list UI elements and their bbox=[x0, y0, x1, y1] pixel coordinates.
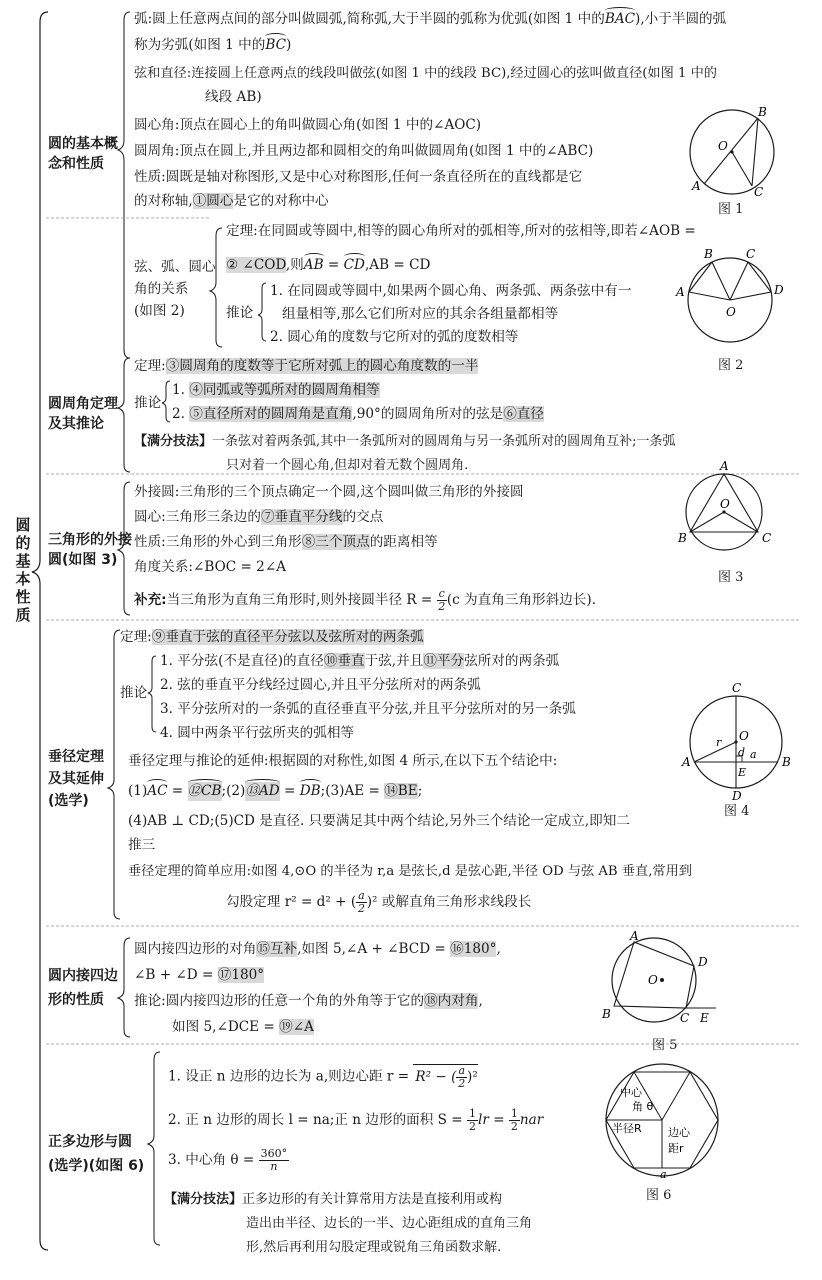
relation-corollary-1b: 组量相等,那么它们所对应的其余各组量都相等 bbox=[282, 306, 559, 322]
polygon-tip-3: 形,然后再利用勾股定理或锐角三角函数求解. bbox=[246, 1240, 502, 1255]
svg-text:C: C bbox=[732, 681, 742, 695]
svg-text:a: a bbox=[660, 1168, 667, 1181]
section-label-cyclic-quad: 圆内接四边 形的性质 bbox=[48, 968, 118, 1008]
circumcircle-property: 性质:三角形的外心到三角形⑧三个顶点的距离相等 bbox=[134, 534, 438, 550]
perp-extension: 垂径定理与推论的延伸:根据圆的对称性,如图 4 所示,在以下五个结论中: bbox=[128, 753, 558, 769]
svg-text:a: a bbox=[750, 748, 757, 761]
svg-text:O: O bbox=[726, 305, 736, 319]
figure-5-caption: 图 5 bbox=[652, 1038, 678, 1053]
perp-corollary-label: 推论 bbox=[120, 685, 148, 701]
svg-text:C: C bbox=[746, 247, 756, 261]
circumcircle-supplement: 补充:当三角形为直角三角形时,则外接圆半径 R = $\frac{c}{2}$ (c 为直角三角形斜边长). bbox=[134, 587, 597, 613]
svg-text:D: D bbox=[698, 955, 708, 969]
figure-1 bbox=[680, 100, 790, 210]
svg-text:E: E bbox=[738, 766, 747, 779]
perp-application: 垂径定理的简单应用:如图 4,⊙O 的半径为 r,a 是弦长,d 是弦心距,半径 OD 与弦 AB 垂直,常用到 bbox=[128, 864, 692, 879]
svg-text:B: B bbox=[678, 531, 687, 545]
cyclic-quad-corollary: 推论:圆内接四边形的任意一个角的外角等于它的⑱内对角, bbox=[134, 993, 483, 1009]
relation-corollary-2: 2. 圆心角的度数与它所对的弧的度数相等 bbox=[270, 329, 519, 345]
figure-4-caption: 图 4 bbox=[724, 804, 750, 819]
svg-text:C: C bbox=[680, 1011, 690, 1025]
main-title-char: 本 bbox=[15, 570, 31, 588]
polygon-central-angle: 3. 中心角 θ = $\frac{360^\circ}{n}$ bbox=[168, 1147, 288, 1173]
circumcenter-text: 圆心:三角形三条边的⑦垂直平分线的交点 bbox=[134, 509, 384, 525]
polygon-tip-2: 造出由半径、边长的一半、边心距组成的直角三角 bbox=[246, 1216, 533, 1231]
section-label-basic-concepts: 圆的基本概 念和性质 bbox=[48, 136, 118, 172]
cyclic-quad-corollary-2: 如图 5,∠DCE = ⑲∠A bbox=[172, 1019, 314, 1035]
inscribed-tip: 【满分技法】一条弦对着两条弧,其中一条弧所对的圆周角与另一条弧所对的圆周角互补;一条弧 bbox=[134, 434, 676, 449]
chord-diameter-text: 弦和直径:连接圆上任意两点的线段叫做弦(如图 1 中的线段 BC),经过圆心的弦叫做直径(如图 1 中的 bbox=[134, 66, 717, 81]
central-angle-text: 圆心角:顶点在圆心上的角叫做圆心角(如图 1 中的∠AOC) bbox=[134, 117, 482, 133]
main-title-char: 质 bbox=[15, 606, 31, 624]
svg-text:半径R: 半径R bbox=[612, 1122, 642, 1135]
polygon-perimeter-area: 2. 正 n 边形的周长 l = na;正 n 边形的面积 S = $\frac{1}{2}$ lr = $\frac{1}{2}$ nar bbox=[168, 1107, 544, 1133]
relation-label: 弦、弧、圆心 角的关系 (如图 2) bbox=[134, 259, 216, 319]
symmetry-text-2: 的对称轴,①圆心是它的对称中心 bbox=[134, 193, 329, 209]
svg-text:r: r bbox=[716, 736, 722, 749]
svg-text:B: B bbox=[782, 755, 791, 769]
circumcircle-angle: 角度关系:∠BOC = 2∠A bbox=[134, 559, 287, 575]
perp-corollary-4: 4. 圆中两条平行弦所夹的弧相等 bbox=[160, 725, 355, 741]
circumcircle-def: 外接圆:三角形的三个顶点确定一个圆,这个圆叫做三角形的外接圆 bbox=[134, 484, 524, 500]
perp-application-2: 勾股定理 r² = d² + ( $\frac{a}{2}$ )² 或解直角三角形求线段长 bbox=[226, 889, 532, 915]
fig1-label-A: A bbox=[692, 179, 701, 193]
svg-text:距r: 距r bbox=[668, 1142, 684, 1155]
section-label-regular-polygon: 正多边形与圆 (选学)(如图 6) bbox=[48, 1134, 145, 1174]
svg-text:D: D bbox=[732, 789, 742, 803]
inscribed-theorem: 定理:③圆周角的度数等于它所对弧上的圆心角度数的一半 bbox=[134, 358, 479, 374]
figure-5 bbox=[604, 930, 734, 1030]
minor-arc-text: 称为劣弧(如图 1 中的BC) bbox=[134, 37, 292, 53]
relation-corollary-label: 推论 bbox=[226, 305, 254, 321]
inscribed-corollary-1: 1. ④同弧或等弧所对的圆周角相等 bbox=[172, 382, 380, 398]
figure-3 bbox=[680, 458, 790, 558]
inscribed-corollary-2: 2. ⑤直径所对的圆周角是直角,90°的圆周角所对的弦是⑥直径 bbox=[172, 406, 544, 422]
perp-conclusions-1: (1)AC = ⑫CB;(2)⑬AD = DB;(3)AE = ⑭BE; bbox=[128, 783, 423, 799]
svg-text:O: O bbox=[720, 497, 730, 511]
svg-text:角 θ: 角 θ bbox=[632, 1100, 654, 1113]
fig1-label-O: O bbox=[718, 139, 728, 153]
relation-corollary-1: 1. 在同圆或等圆中,如果两个圆心角、两条弧、两条弦中有一 bbox=[270, 283, 632, 299]
figure-6 bbox=[602, 1060, 722, 1180]
figure-2-caption: 图 2 bbox=[718, 358, 744, 373]
perp-conclusions-2: (4)AB ⊥ CD;(5)CD 是直径. 只要满足其中两个结论,另外三个结论一定成立,即知二 bbox=[128, 813, 630, 829]
polygon-apothem: 1. 设正 n 边形的边长为 a,则边心距 r = R² − ( $\frac{a}{2}$ )² bbox=[168, 1064, 478, 1090]
svg-text:A: A bbox=[676, 285, 685, 299]
relation-theorem-2: ② ∠COD,则AB = CD,AB = CD bbox=[226, 257, 431, 273]
main-title-char: 的 bbox=[15, 534, 31, 552]
perp-theorem: 定理:⑨垂直于弦的直径平分弦以及弦所对的两条弧 bbox=[120, 629, 424, 645]
cyclic-quad-1: 圆内接四边形的对角⑮互补,如图 5,∠A + ∠BCD = ⑯180°, bbox=[134, 941, 501, 957]
svg-text:d: d bbox=[738, 746, 746, 759]
svg-text:D: D bbox=[774, 283, 784, 297]
svg-text:A: A bbox=[720, 459, 729, 473]
inscribed-corollary-label: 推论 bbox=[134, 395, 162, 411]
symmetry-text: 性质:圆既是轴对称图形,又是中心对称图形,任何一条直径所在的直线都是它 bbox=[134, 169, 583, 185]
perp-conclusions-3: 推三 bbox=[128, 837, 156, 853]
fig1-label-C: C bbox=[754, 185, 764, 199]
figure-1-caption: 图 1 bbox=[718, 202, 744, 217]
svg-text:B: B bbox=[704, 247, 713, 261]
svg-text:B: B bbox=[602, 1007, 611, 1021]
chord-diameter-text-2: 线段 AB) bbox=[205, 89, 262, 105]
fig1-label-B: B bbox=[758, 105, 767, 119]
svg-text:C: C bbox=[762, 531, 772, 545]
perp-corollary-3: 3. 平分弦所对的一条弧的直径垂直平分弦,并且平分弦所对的另一条弧 bbox=[160, 701, 576, 717]
svg-text:E: E bbox=[700, 1011, 709, 1025]
svg-text:O: O bbox=[648, 973, 658, 987]
inscribed-tip-2: 只对着一个圆心角,但却对着无数个圆周角. bbox=[226, 458, 469, 473]
cyclic-quad-2: ∠B + ∠D = ⑰180° bbox=[134, 967, 265, 983]
arc-definition: 弧:圆上任意两点间的部分叫做圆弧,简称弧,大于半圆的弧称为优弧(如图 1 中的BAC),小于半圆的弧 bbox=[134, 11, 727, 27]
main-title-char: 圆 bbox=[15, 516, 31, 534]
main-title-char: 性 bbox=[15, 588, 31, 606]
svg-text:A: A bbox=[682, 755, 691, 769]
main-title bbox=[14, 516, 32, 624]
figure-2 bbox=[672, 247, 792, 350]
perp-corollary-2: 2. 弦的垂直平分线经过圆心,并且平分弦所对的两条弧 bbox=[160, 677, 481, 693]
inscribed-angle-text: 圆周角:顶点在圆上,并且两边都和圆相交的角叫做圆周角(如图 1 中的∠ABC) bbox=[134, 143, 594, 159]
perp-corollary-1: 1. 平分弦(不是直径)的直径⑩垂直于弦,并且⑪平分弦所对的两条弧 bbox=[160, 653, 560, 669]
svg-text:边心: 边心 bbox=[668, 1126, 690, 1139]
polygon-tip: 【满分技法】正多边形的有关计算常用方法是直接利用或构 bbox=[164, 1192, 503, 1207]
relation-theorem: 定理:在同圆或等圆中,相等的圆心角所对的弧相等,所对的弦相等,即若∠AOB = bbox=[226, 223, 696, 239]
svg-text:A: A bbox=[630, 929, 639, 943]
figure-4 bbox=[682, 680, 796, 803]
svg-text:中心: 中心 bbox=[620, 1086, 642, 1099]
figure-6-caption: 图 6 bbox=[646, 1188, 672, 1203]
main-title-char: 基 bbox=[15, 552, 31, 570]
section-label-perpendicular-diameter: 垂径定理 及其延伸 (选学) bbox=[48, 749, 104, 809]
section-label-inscribed-angle: 圆周角定理 及其推论 bbox=[48, 396, 118, 432]
figure-3-caption: 图 3 bbox=[718, 570, 744, 585]
svg-text:O: O bbox=[739, 729, 749, 743]
section-label-circumcircle: 三角形的外接 圆(如图 3) bbox=[48, 532, 132, 568]
